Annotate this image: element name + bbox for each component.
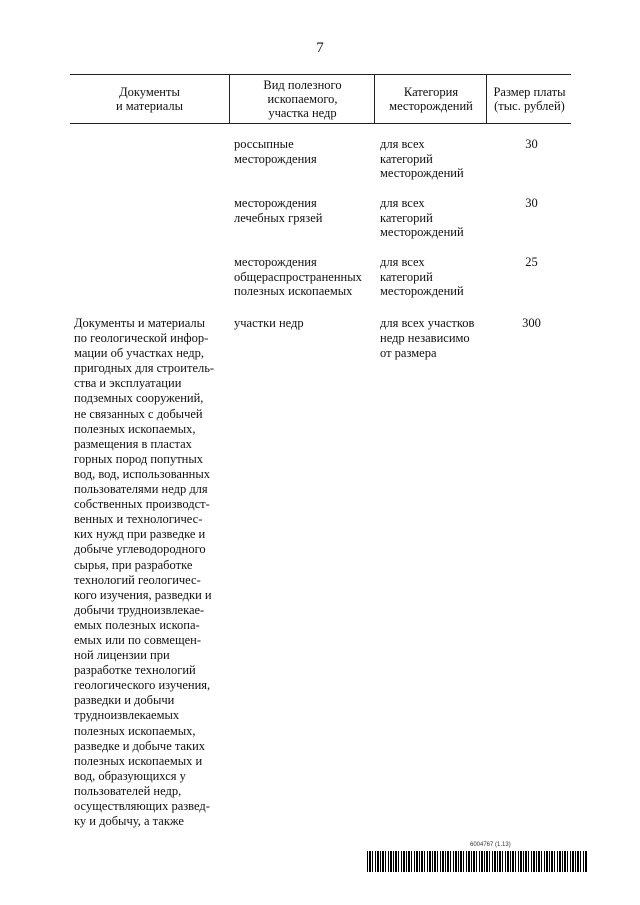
table-header xyxy=(70,74,571,124)
row-documents: Документы и материалы по геологической инфор- мации об участках недр, пригодных для строитель- ства и эксплуатации подземных сооружений, не связанных с добычей полезных ископаемых, размещения в пластах горных пород попутных вод, вод, использованных пользователями недр для собственных производст- венных и технологичес- ких нужд при разведке и добыче углеводородного сырья, при разработке технологий геологичес- кого изучения, разведки и добычи трудноизвлекаe- емых полезных ископа- емых или по совмещен- ной лицензии при разработке технологий геологического изучения, разведки и добычи трудноизвлекаемых полезных ископаемых, разведке и добыче таких полезных ископаемых и вод, образующихся у пользователей недр, осуществляющих развед- ку и добычу, а также xyxy=(74,316,215,829)
row-fee: 30 xyxy=(525,196,538,210)
table-row xyxy=(70,196,571,246)
row-mineral-type: участки недр xyxy=(234,316,304,330)
row-fee: 30 xyxy=(525,137,538,151)
row-mineral-type: россыпные месторождения xyxy=(234,137,317,166)
row-mineral-type: месторождения лечебных грязей xyxy=(234,196,323,225)
table-row xyxy=(70,255,571,305)
row-fee: 25 xyxy=(525,255,538,269)
header-fee-amount: Размер платы (тыс. рублей) xyxy=(486,75,572,123)
table-row xyxy=(70,137,571,187)
row-fee: 300 xyxy=(522,316,541,330)
table-row xyxy=(70,316,571,829)
row-deposit-category: для всех участков недр независимо от размера xyxy=(380,316,475,361)
barcode xyxy=(367,851,587,872)
page-number: 7 xyxy=(316,40,324,56)
row-deposit-category: для всех категорий месторождений xyxy=(380,255,464,298)
header-mineral-type: Вид полезного ископаемого, участка недр xyxy=(229,75,375,123)
row-mineral-type: месторождения общераспространенных полезных ископаемых xyxy=(234,255,362,298)
row-deposit-category: для всех категорий месторождений xyxy=(380,196,464,239)
header-deposit-category: Категория месторождений xyxy=(374,75,487,123)
barcode-label: 6004767 (1.13) xyxy=(470,842,511,848)
header-documents: Документы и материалы xyxy=(115,85,184,113)
row-deposit-category: для всех категорий месторождений xyxy=(380,137,464,180)
fees-table xyxy=(70,74,571,829)
